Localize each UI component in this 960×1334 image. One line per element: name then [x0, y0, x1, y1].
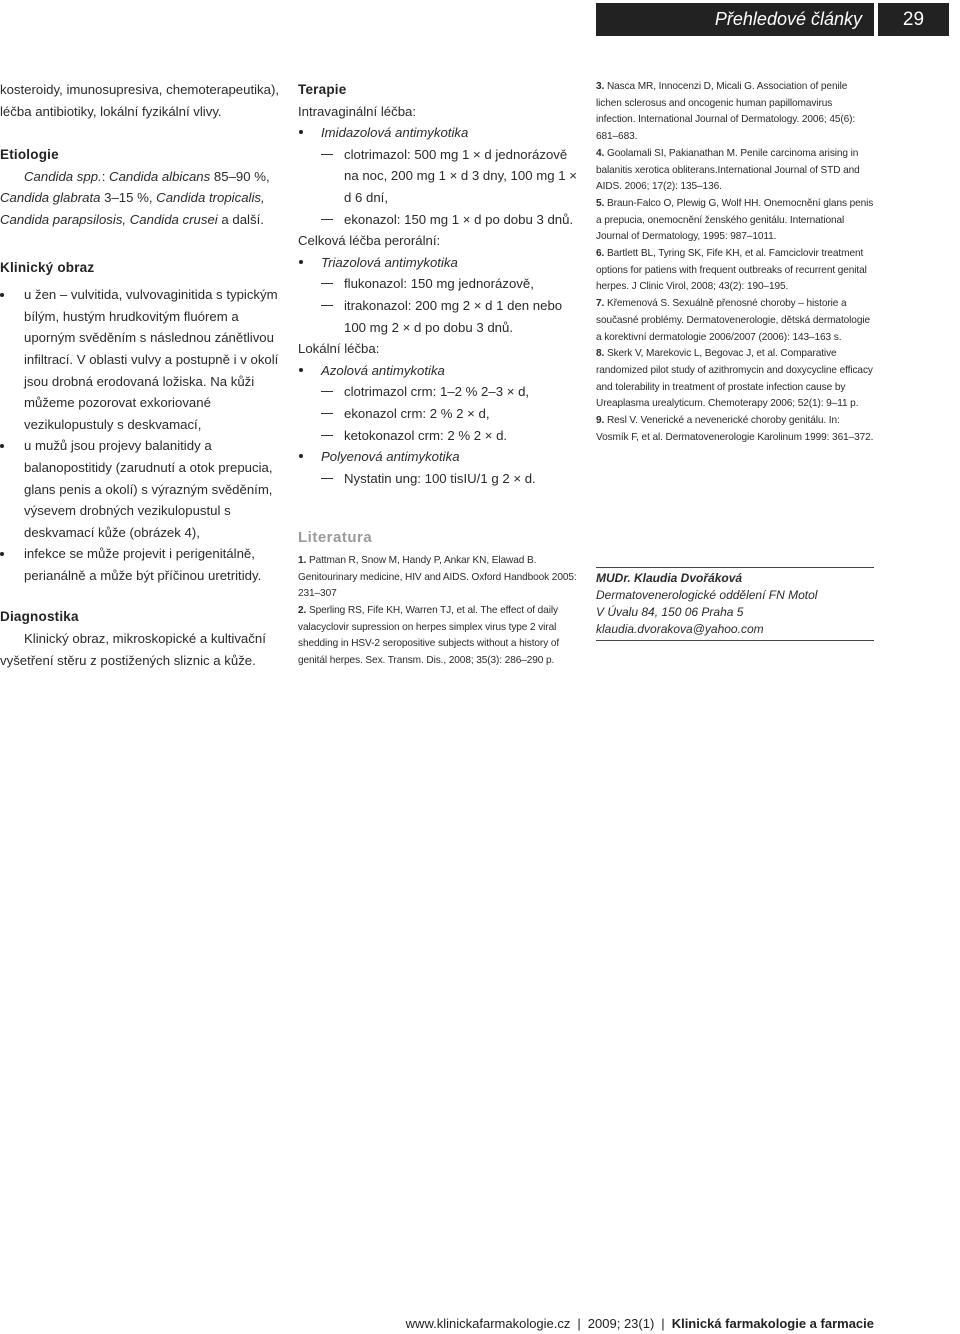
reference-item: 7. Křemenová S. Sexuálně přenosné choroby – historie a současné problémy. Dermatovenerologie, dětská dermatologie a korektivní dermatologie 2006/2007 (2006): 143–163 s.: [596, 298, 870, 343]
literatura-heading: Literatura: [298, 529, 373, 547]
section-header-bar: [596, 3, 874, 36]
author-department: Dermatovenerologické oddělení FN Motol: [596, 588, 818, 602]
klinicky-obraz-heading: Klinický obraz: [0, 259, 95, 275]
list-item: clotrimazol: 500 mg 1 × d jednorázově na noc, 200 mg 1 × d 3 dny, 100 mg 1 × d 6 dní,: [298, 144, 580, 209]
polyen-list: [298, 468, 580, 490]
author-box: [596, 567, 874, 641]
list-item: ekonazol: 150 mg 1 × d po dobu 3 dnů.: [298, 209, 580, 231]
drug-class-imidazol: Imidazolová antimykotika: [298, 122, 580, 144]
imidazol-group: [298, 122, 580, 144]
drug-class-triazol: Triazolová antimykotika: [298, 252, 580, 274]
azol-list: [298, 381, 580, 446]
footer-journal: Klinická farmakologie a farmacie: [671, 1316, 874, 1331]
list-item: ekonazol crm: 2 % 2 × d,: [298, 403, 580, 425]
footer-issue: 2009; 23(1): [587, 1316, 655, 1331]
polyen-group: [298, 446, 580, 468]
list-item: ketokonazol crm: 2 % 2 × d.: [298, 425, 580, 447]
author-name: MUDr. Klaudia Dvořáková: [596, 571, 743, 585]
reference-item: 5. Braun-Falco O, Plewig G, Wolf HH. Onemocnění glans penis a prepucia, onemocnění ženského genitálu. International Journal of Dermatology, 1995: 987–1011.: [596, 197, 874, 243]
terapie-heading: Terapie: [298, 82, 347, 97]
list-item: flukonazol: 150 mg jednorázově,: [298, 273, 580, 295]
triazol-list: [298, 273, 580, 338]
celkova-label: Celková léčba perorální:: [298, 233, 441, 249]
column-left: [0, 79, 282, 671]
page-number: 29: [878, 3, 949, 36]
list-item: clotrimazol crm: 1–2 % 2–3 × d,: [298, 381, 580, 403]
intro-paragraph: kosteroidy, imunosupresiva, chemoterapeutika), léčba antibiotiky, lokální fyzikální vlivy.: [0, 82, 280, 119]
etiologie-heading: Etiologie: [0, 147, 59, 163]
list-item: Nystatin ung: 100 tisIU/1 g 2 × d.: [298, 468, 580, 490]
column-right: [596, 79, 874, 446]
list-item: u žen – vulvitida, vulvovaginitida s typickým bílým, hustým hrudkovitým fluórem a uporným svěděním s následnou zánětlivou infiltrací. V oblasti vulvy a postupně i v okolí jsou drobná erodovaná ložiska. Na kůži můžeme pozorovat exkoriované vezikulopustuly s deskvamací,: [0, 284, 282, 435]
reference-item: 1. Pattman R, Snow M, Handy P, Ankar KN, Elawad B. Genitourinary medicine, HIV and AIDS. Oxford Handbook 2005: 231–307: [298, 554, 577, 600]
reference-item: 9. Resl V. Venerické a nevenerické choroby genitálu. In: Vosmík F, et al. Dermatovenerologie Karolinum 1999: 361–372.: [596, 415, 874, 443]
reference-list-continued: [596, 79, 874, 446]
reference-item: 6. Bartlett BL, Tyring SK, Fife KH, et al. Famciclovir treatment options for patiens with frequent outbreaks of recurrent genital herpes. J Clinic Virol, 2008; 43(2): 190–195.: [596, 248, 867, 293]
reference-item: 8. Skerk V, Marekovic L, Begovac J, et al. Comparative randomized pilot study of azithromycin and doxycycline efficacy and tolerability in treatment of prostate infection cause by Ureaplasma urealyticum. Chemoterapy 2006; 52(1): 9–11 p.: [596, 348, 873, 410]
reference-list: [298, 553, 580, 670]
list-item: u mužů jsou projevy balanitidy a balanopostitidy (zarudnutí a otok prepucia, glans penis a okolí) s výrazným svěděním, výsevem drobných vezikulopustul s deskvamací kůže (obrázek 4),: [0, 435, 282, 543]
drug-class-polyen: Polyenová antimykotika: [298, 446, 580, 468]
drug-class-azol: Azolová antimykotika: [298, 360, 580, 382]
intravaginal-label: Intravaginální léčba:: [298, 103, 417, 119]
reference-item: 4. Goolamali SI, Pakianathan M. Penile carcinoma arising in balanitis xerotica obliterans.International Journal of STD and AIDS. 2006; 17(2): 135–136.: [596, 147, 860, 193]
section-title: Přehledové články: [714, 9, 862, 29]
column-middle: [298, 79, 580, 670]
author-address: V Úvalu 84, 150 06 Praha 5: [596, 605, 744, 619]
imidazol-list: [298, 144, 580, 230]
reference-item: 3. Nasca MR, Innocenzi D, Micali G. Association of penile lichen sclerosus and oncogenic human papillomavirus infection. International Journal of Dermatology. 2006; 45(6): 681–683.: [596, 81, 856, 143]
diagnostika-heading: Diagnostika: [0, 609, 79, 625]
footer-url[interactable]: www.klinickafarmakologie.cz: [405, 1316, 571, 1331]
list-item: itrakonazol: 200 mg 2 × d 1 den nebo 100 mg 2 × d po dobu 3 dnů.: [298, 295, 580, 338]
triazol-group: [298, 252, 580, 274]
list-item: infekce se může projevit i perigenitálně, perianálně a může být příčinou uretritidy.: [0, 543, 282, 586]
author-email[interactable]: klaudia.dvorakova@yahoo.com: [596, 622, 764, 636]
etiologie-text: Candida spp.: Candida albicans 85–90 %, Candida glabrata 3–15 %, Candida tropicalis, Candida parapsilosis, Candida crusei a další.: [0, 168, 270, 227]
lokalni-label: Lokální léčba:: [298, 341, 380, 357]
reference-item: 2. Sperling RS, Fife KH, Warren TJ, et al. The effect of daily valacyclovir supression on herpes simplex virus type 2 viral shedding in HSV-2 seropositive subjects without a history of genitál herpes. Sex. Transm. Dis., 2008; 35(3): 286–290 p.: [298, 604, 560, 667]
azol-group: [298, 360, 580, 382]
klinicky-obraz-list: [0, 284, 282, 586]
diagnostika-text: Klinický obraz, mikroskopické a kultivační vyšetření stěru z postižených sliznic a kůže.: [0, 631, 266, 668]
page-footer: www.klinickafarmakologie.cz | 2009; 23(1) | Klinická farmakologie a farmacie: [405, 1316, 874, 1331]
